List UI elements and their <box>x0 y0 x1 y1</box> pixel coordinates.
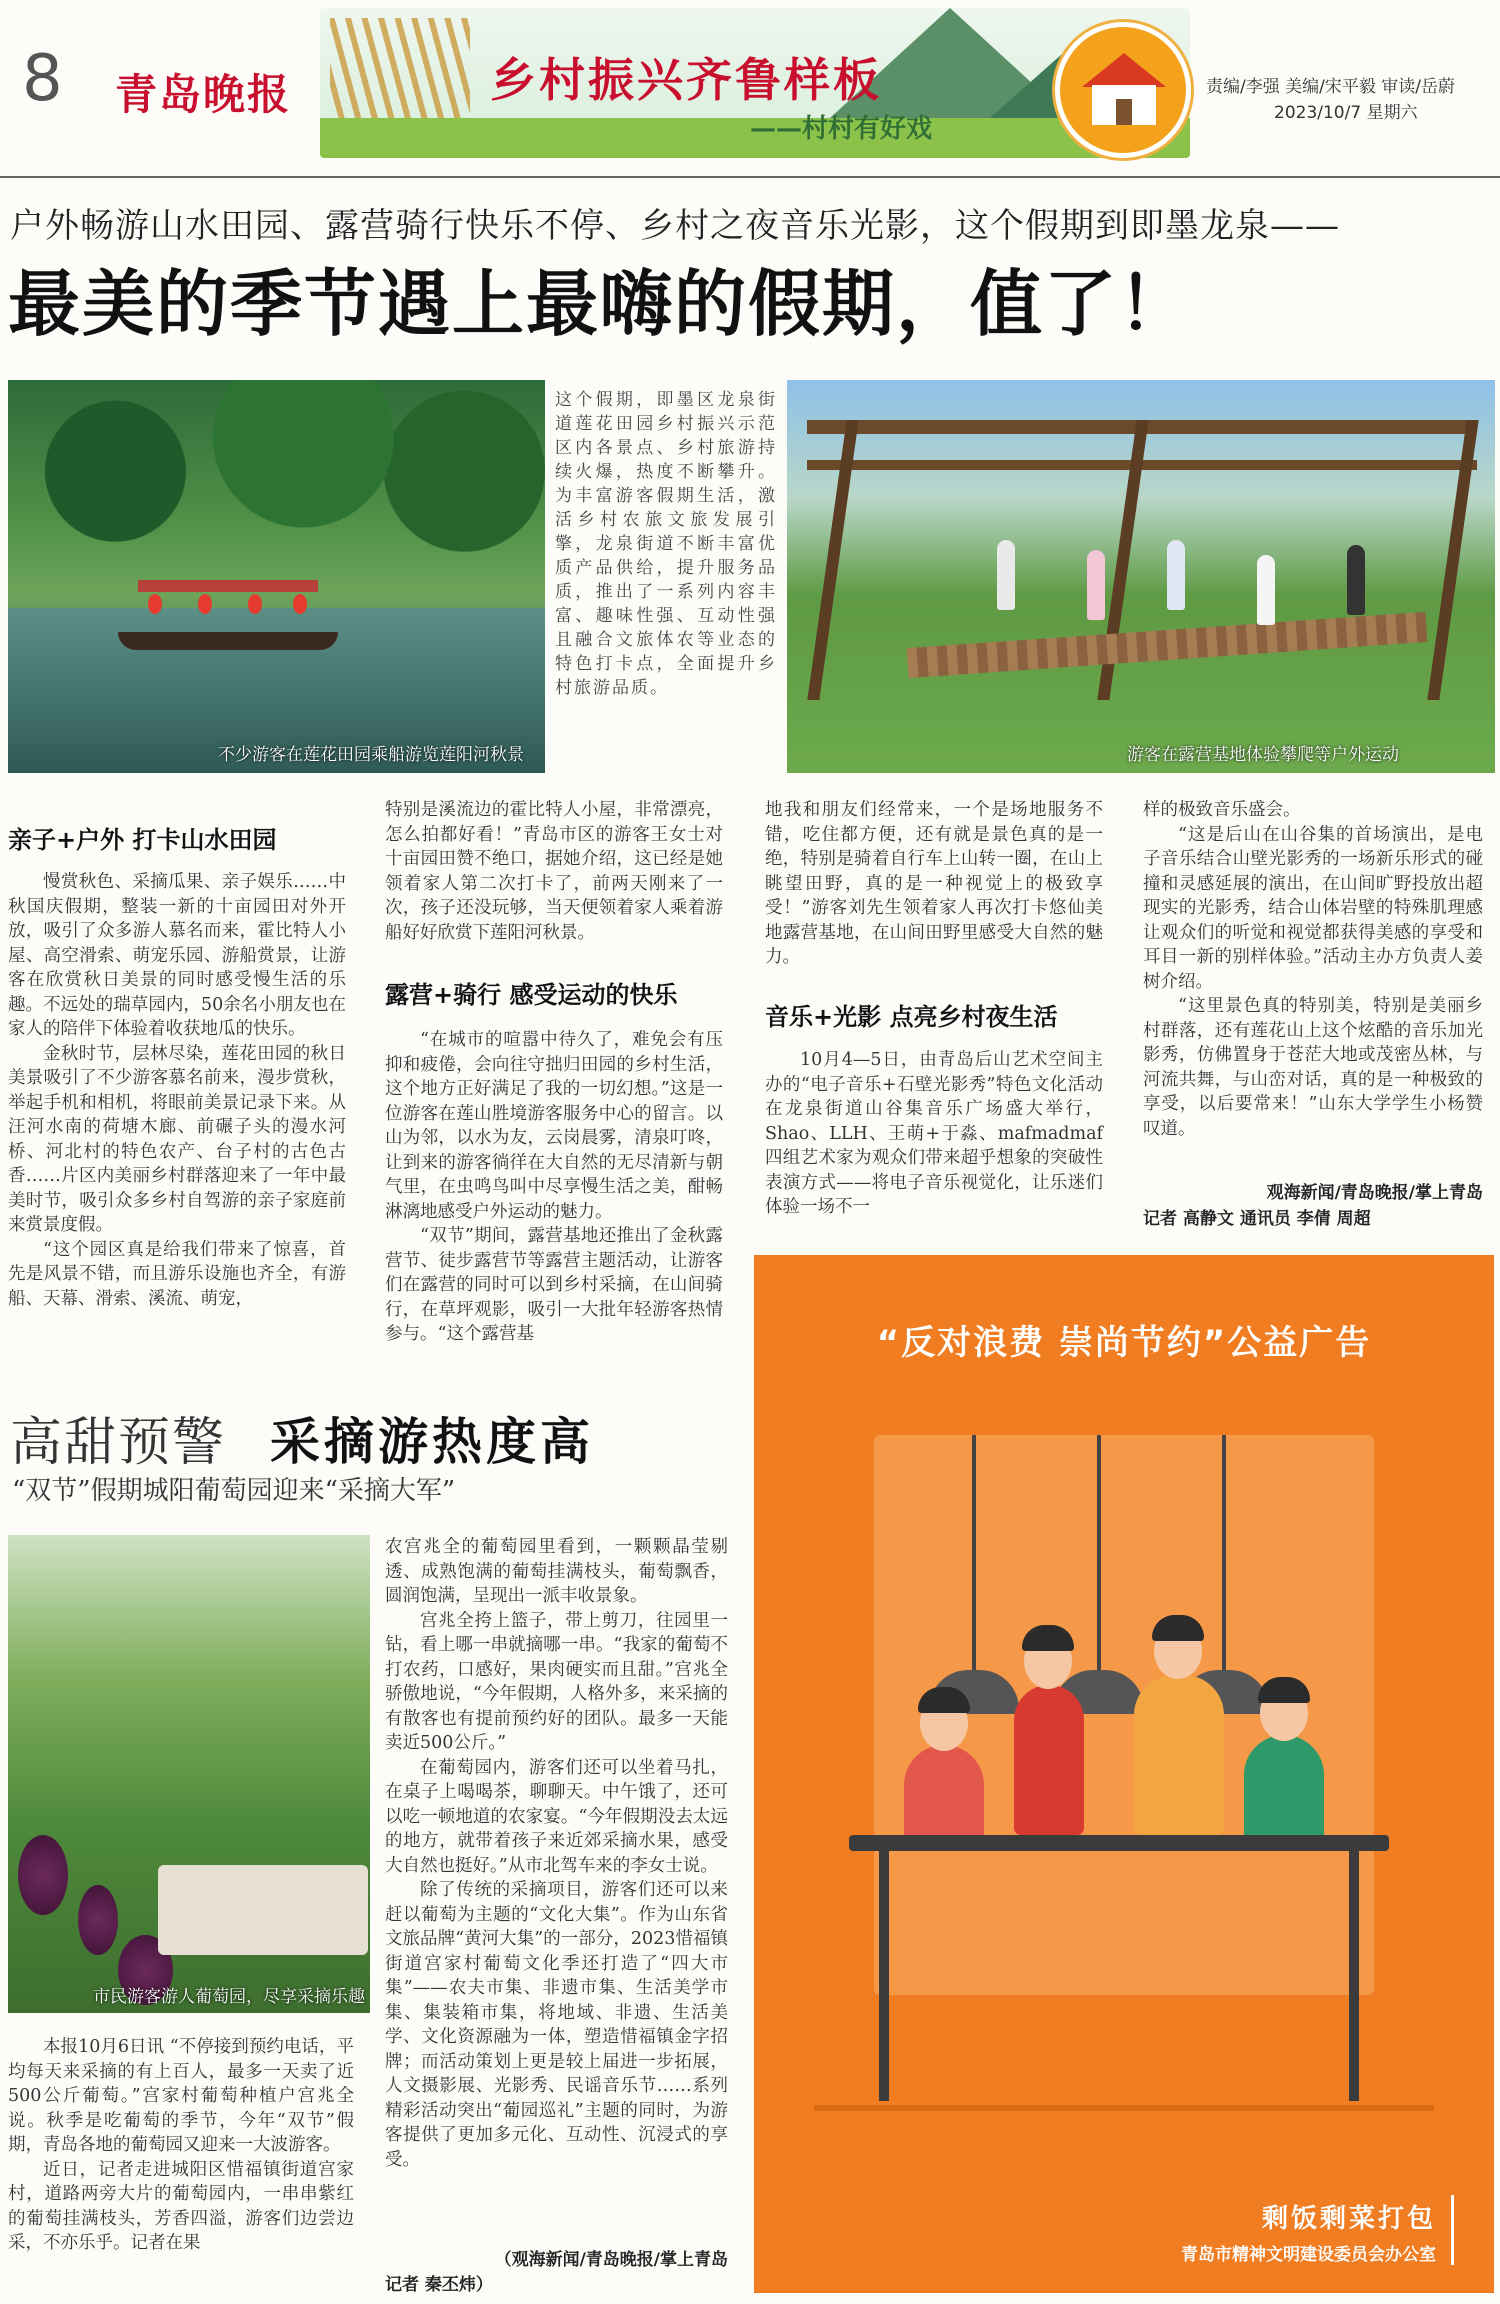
article-headline: 最美的季节遇上最嗨的假期，值了！ <box>8 262 1193 346</box>
ad-slogan: 剩饭剩菜打包 <box>1261 2204 1436 2234</box>
article-column-3 <box>765 798 1103 970</box>
photo-grape-orchard <box>8 1535 370 2013</box>
article-reporters: 记者 高静文 通讯员 李倩 周超 <box>1143 1209 1371 1229</box>
photo-camping-climbing <box>787 380 1495 773</box>
paragraph: “这里景色真的特别美，特别是美丽乡村群落，还有莲花山上这个炫酷的音乐加光影秀，仿佛置身于苍茫大地或茂密丛林，与河流共舞，与山峦对话，真的是一种极致的享受，以后要常来！”山东大学学生小杨赞叹道。 <box>1143 996 1483 1139</box>
paragraph: “这个园区真是给我们带来了惊喜，首先是风景不错，而且游乐设施也齐全，有游船、天幕、滑索、溪流、萌宠， <box>8 1239 346 1309</box>
ad-title: “反对浪费 崇尚节约”公益广告 <box>876 1323 1372 1363</box>
paragraph: 样的极致音乐盛会。 <box>1143 800 1301 820</box>
section-subhead: 露营+骑行 感受运动的快乐 <box>385 981 678 1009</box>
article2-column-1 <box>8 2035 354 2256</box>
article-kicker: 户外畅游山水田园、露营骑行快乐不停、乡村之夜音乐光影，这个假期到即墨龙泉—— <box>10 206 1340 246</box>
section-subhead: 亲子+户外 打卡山水田园 <box>8 826 277 854</box>
paragraph: 10月4—5日，由青岛后山艺术空间主办的“电子音乐+石壁光影秀”特色文化活动在龙泉街道山谷集音乐广场盛大举行，Shao、LLH、王萌+于淼、mafmadmaf四组艺术家为观众们带来超乎想象的突破性表演方式——将电子音乐视觉化，让乐迷们体验一场不一 <box>765 1050 1103 1217</box>
header-divider <box>0 176 1500 178</box>
paragraph: 在葡萄园内，游客们还可以坐着马扎，在桌子上喝喝茶，聊聊天。中午饿了，还可以吃一顿地道的农家宴。“今年假期没去太远的地方，就带着孩子来近郊采摘水果，感受大自然也挺好。”从市北驾车来的李女士说。 <box>385 1757 728 1876</box>
page-number: 8 <box>22 42 63 116</box>
boat-graphic <box>118 580 338 650</box>
paragraph: 金秋时节，层林尽染，莲花田园的秋日美景吸引了不少游客慕名前来，漫步赏秋，举起手机和相机，将眼前美景记录下来。从汪河水南的荷塘木廊、前碾子头的漫水河桥、河北村的特色农产、台子村的古色古香……片区内美丽乡村群落迎来了一年中最美时节，吸引众多乡村自驾游的亲子家庭前来赏景度假。 <box>8 1043 346 1235</box>
article-column-3b <box>765 1048 1103 1220</box>
editor-credits: 责编/李强 美编/宋平毅 审读/岳蔚 <box>1206 77 1455 97</box>
photo-caption: 游客在露营基地体验攀爬等户外运动 <box>1127 745 1399 765</box>
article-column-2 <box>385 798 723 945</box>
article-byline: 观海新闻/青岛晚报/掌上青岛 <box>1266 1183 1483 1203</box>
photo-caption: 不少游客在莲花田园乘船游览莲阳河秋景 <box>218 745 524 765</box>
paragraph: 农宫兆全的葡萄园里看到，一颗颗晶莹剔透、成熟饱满的葡萄挂满枝头，葡萄飘香，圆润饱满，呈现出一派丰收景象。 <box>385 1537 728 1606</box>
newspaper-name: 青岛晚报 <box>115 70 292 119</box>
house-icon <box>1055 22 1191 158</box>
paragraph: 慢赏秋色、采摘瓜果、亲子娱乐……中秋国庆假期，整装一新的十亩园田对外开放，吸引了众多游人慕名而来，霍比特人小屋、高空滑索、萌宠乐园、游船赏景，让游客在欣赏秋日美景的同时感受慢生活的乐趣。不远处的瑞草园内，50余名小朋友也在家人的陪伴下体验着收获地瓜的快乐。 <box>8 872 346 1039</box>
paragraph: “双节”期间，露营基地还推出了金秋露营节、徒步露营节等露营主题活动，让游客们在露营的同时可以到乡村采摘，在山间骑行，在草坪观影，吸引一大批年轻游客热情参与。“这个露营基 <box>385 1226 723 1344</box>
section-subhead: 音乐+光影 点亮乡村夜生活 <box>765 1003 1058 1031</box>
issue-date: 2023/10/7 星期六 <box>1274 103 1418 123</box>
photo-caption: 市民游客游人葡萄园，尽享采摘乐趣 <box>93 1987 365 2007</box>
article-column-1 <box>8 870 346 1311</box>
banner-title: 乡村振兴齐鲁样板 <box>490 53 882 107</box>
paragraph: 除了传统的采摘项目，游客们还可以来赶以葡萄为主题的“文化大集”。作为山东省文旅品牌“黄河大集”的一部分，2023惜福镇街道宫家村葡萄文化季还打造了“四大市集”——农夫市集、非遗市集、生活美学市集、集装箱市集，将地域、非遗、生活美学、文化资源融为一体，塑造惜福镇金字招牌；而活动策划上更是较上届进一步拓展，人文摄影展、光影秀、民谣音乐节……系列精彩活动突出“葡园巡礼”主题的同时，为游客提供了更加多元化、互动性、沉浸式的享受。 <box>385 1880 728 2170</box>
paragraph: 特别是溪流边的霍比特人小屋，非常漂亮，怎么拍都好看！”青岛市区的游客王女士对十亩园田赞不绝口，据她介绍，这已经是她领着家人第二次打卡了，前两天刚来了一次，孩子还没玩够，当天便领着家人乘着游船好好欣赏下莲阳河秋景。 <box>385 800 723 943</box>
paragraph: “在城市的喧嚣中待久了，难免会有压抑和疲倦，会向往守拙归田园的乡村生活，这个地方正好满足了我的一切幻想。”这是一位游客在莲山胜境游客服务中心的留言。以山为邻，以水为友，云岗晨雾，清泉叮咚，让到来的游客徜徉在大自然的无尽清新与朝气里，在虫鸣鸟叫中尽享慢生活之美，酣畅淋漓地感受户外运动的魅力。 <box>385 1030 723 1222</box>
article2-subtitle: “双节”假期城阳葡萄园迎来“采摘大军” <box>12 1476 456 1506</box>
ad-organization: 青岛市精神文明建设委员会办公室 <box>1181 2245 1436 2265</box>
paragraph: 本报10月6日讯 “不停接到预约电话，平均每天来采摘的有上百人，最多一天卖了近500公斤葡萄。”宫家村葡萄种植户宫兆全说。秋季是吃葡萄的季节，今年“双节”假期，青岛各地的葡萄园又迎来一大波游客。 <box>8 2037 354 2155</box>
paragraph: 地我和朋友们经常来，一个是场地服务不错，吃住都方便，还有就是景色真的是一绝，特别是骑着自行车上山转一圈，在山上眺望田野，真的是一种视觉上的极致享受！”游客刘先生领着家人再次打卡悠仙美地露营基地，在山间田野里感受大自然的魅力。 <box>765 800 1103 967</box>
article2-headline-b: 采摘游热度高 <box>270 1413 594 1471</box>
article2-column-2 <box>385 1535 728 2172</box>
public-service-ad <box>754 1255 1494 2293</box>
photo-boat-river <box>8 380 545 773</box>
article-column-4 <box>1143 798 1483 1141</box>
paragraph: “这是后山在山谷集的首场演出，是电子音乐结合山壁光影秀的一场新乐形式的碰撞和灵感延展的演出，在山间旷野投放出超现实的光影秀，结合山体岩壁的特殊肌理感让观众们的听觉和视觉都获得美感的享受和耳目一新的别样体验。”活动主办方负责人姜树介绍。 <box>1143 824 1483 992</box>
banner-subtitle: ——村村有好戏 <box>750 114 933 144</box>
paragraph: 宫兆全挎上篮子，带上剪刀，往园里一钻，看上哪一串就摘哪一串。“我家的葡萄不打农药，口感好，果肉硬实而且甜。”宫兆全骄傲地说，“今年假期，人格外多，来采摘的有散客也有提前预约好的团队。最多一天能卖近500公斤。” <box>385 1610 728 1753</box>
article2-byline: （观海新闻/青岛晚报/掌上青岛 <box>494 2250 728 2270</box>
paragraph: 近日，记者走进城阳区惜福镇街道宫家村，道路两旁大片的葡萄园内，一串串紫红的葡萄挂满枝头，芳香四溢，游客们边尝边采，不亦乐乎。记者在果 <box>8 2159 354 2253</box>
article-column-2b <box>385 1028 723 1347</box>
article2-headline-a: 高甜预警 <box>10 1413 227 1473</box>
article-intro: 这个假期，即墨区龙泉街道莲花田园乡村振兴示范区内各景点、乡村旅游持续火爆，热度不断攀升。为丰富游客假期生活，激活乡村农旅文旅发展引擎，龙泉街道不断丰富优质产品供给，提升服务品质，推出了一系列内容丰富、趣味性强、互动性强且融合文旅体农等业态的特色打卡点，全面提升乡村旅游品质。 <box>555 390 777 698</box>
article2-reporter: 记者 秦丕炜） <box>385 2275 493 2295</box>
